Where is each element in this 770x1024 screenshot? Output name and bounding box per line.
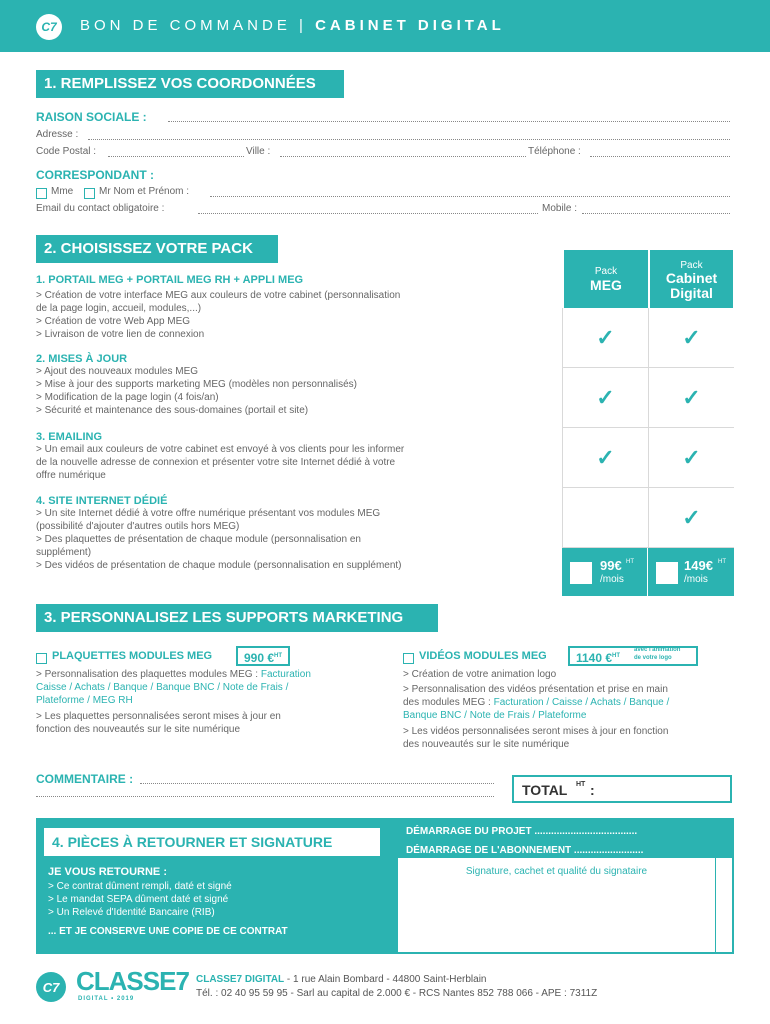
email-field[interactable] (198, 213, 538, 214)
pack-item-2: 2. MISES À JOUR > Ajout des nouveaux modules MEG > Mise à jour des supports marketing MEG (modèles non personnalisés) > Modification de la page login (4 fois/an) > Sécurité et maintenance des sous-domaines (portail et site) (36, 353, 357, 416)
cab-price-cell: 149€ HT /mois (648, 548, 734, 596)
meg-row1-cell (562, 308, 648, 368)
page-title: BON DE COMMANDE | CABINET DIGITAL (80, 17, 505, 34)
commentaire-field[interactable] (140, 783, 494, 784)
footer-logo-text: CLASSE7 (76, 966, 189, 996)
footer-logo-sub: DIGITAL • 2019 (78, 996, 135, 1002)
pack-meg-header: Pack MEG (564, 250, 648, 308)
correspondant-label: CORRESPONDANT : (36, 168, 155, 182)
raison-sociale-field[interactable] (168, 121, 730, 122)
telephone-label: Téléphone : (528, 146, 581, 157)
demarrage-projet[interactable]: DÉMARRAGE DU PROJET ..................................... (406, 826, 638, 837)
plaquettes-description: > Personnalisation des plaquettes modules MEG : Facturation Caisse / Achats / Banque / Banque BNC / Note de Frais / Plateforme / MEG RH > Les plaquettes personnalisées seront mises à jour en fonction des nouveautés sur le site numérique (36, 669, 311, 735)
section4-list: > Ce contrat dûment rempli, daté et signé > Le mandat SEPA dûment daté et signé > Un Relevé d'Identité Bancaire (RIB) (48, 881, 232, 918)
mme-label: Mme (51, 186, 74, 197)
section2-title: 2. CHOISISSEZ VOTRE PACK (36, 235, 278, 263)
meg-row2-cell (562, 368, 648, 428)
section4-title: 4. PIÈCES À RETOURNER ET SIGNATURE (44, 828, 380, 856)
videos-note: avec l'animation de votre logo (634, 647, 681, 661)
demarrage-abonnement[interactable]: DÉMARRAGE DE L'ABONNEMENT ......................... (406, 845, 644, 856)
mme-checkbox[interactable] (36, 185, 47, 203)
pack-item-3: 3. EMAILING > Un email aux couleurs de votre cabinet est envoyé à vos clients pour les informer de la nouvelle adresse de connexion et présenter votre site Internet dédié à votre offre numérique (36, 431, 405, 481)
raison-sociale-label: RAISON SOCIALE : (36, 110, 147, 124)
videos-checkbox[interactable] (403, 650, 414, 668)
plaquettes-checkbox[interactable] (36, 650, 47, 668)
nom-prenom-field[interactable] (210, 196, 730, 197)
commentaire-label: COMMENTAIRE : (36, 772, 134, 786)
mr-checkbox[interactable] (84, 185, 95, 203)
commentaire-field-2[interactable] (36, 796, 494, 797)
section3-title: 3. PERSONNALISEZ LES SUPPORTS MARKETING (36, 604, 438, 632)
meg-row3-cell (562, 428, 648, 488)
pack-cabinet-header: Pack Cabinet Digital (650, 250, 733, 308)
meg-price-cell: 99€ HT /mois (562, 548, 648, 596)
videos-price: 1140 €$^{HT}$ (568, 646, 698, 666)
pack-item-1: 1. PORTAIL MEG + PORTAIL MEG RH + APPLI MEG > Création de votre interface MEG aux couleurs de votre cabinet (personnalisation de la page login, accueil, modules,...) > Création de votre Web App MEG > Livraison de votre lien de connexion (36, 274, 401, 340)
cab-row1-cell (648, 308, 734, 368)
check-icon: ✓ (682, 444, 701, 470)
videos-description: > Création de votre animation logo > Personnalisation des vidéos présentation et prise en main des modules MEG : Facturation / Caisse / Achats / Banque / Banque BNC / Note de Frais / Plateforme > Les vidéos personnalisées seront mises à jour en fonction des nouveautés sur le site numérique (403, 669, 670, 750)
ville-field[interactable] (280, 156, 526, 157)
c7-logo-icon: C7 (36, 14, 62, 40)
meg-select-checkbox[interactable] (570, 562, 592, 584)
cab-select-checkbox[interactable] (656, 562, 678, 584)
code-postal-field[interactable] (108, 156, 244, 157)
check-icon: ✓ (682, 324, 701, 350)
code-postal-label: Code Postal : (36, 146, 97, 157)
cab-row4-cell (648, 488, 734, 548)
check-icon: ✓ (682, 384, 701, 410)
mobile-label: Mobile : (542, 203, 578, 214)
mr-label: Mr Nom et Prénom : (99, 186, 190, 197)
adresse-field[interactable] (88, 139, 730, 140)
pack-item-4: 4. SITE INTERNET DÉDIÉ > Un site Internet dédié à votre offre numérique présentant vos modules MEG (possibilité d'ajouter d'autres outils hors MEG) > Des plaquettes de présentation de chaque module (personnalisation en supplément) > Des vidéos de présentation de chaque module (personnalisation en supplément) (36, 495, 402, 571)
email-label: Email du contact obligatoire : (36, 203, 165, 214)
cab-row2-cell (648, 368, 734, 428)
classe7-logo-icon: C7 (36, 972, 66, 1002)
check-icon: ✓ (596, 444, 615, 470)
plaquettes-price: 990 €$^{HT}$ (236, 646, 290, 666)
meg-row4-cell (562, 488, 648, 548)
meg-price: 99€ (600, 558, 622, 573)
conserve-copie: ... ET JE CONSERVE UNE COPIE DE CE CONTRAT (48, 926, 288, 937)
mobile-field[interactable] (582, 213, 730, 214)
je-retourne-label: JE VOUS RETOURNE : (48, 866, 167, 878)
footer-address: CLASSE7 DIGITAL - 1 rue Alain Bombard - 44800 Saint-Herblain (196, 974, 487, 985)
check-icon: ✓ (596, 384, 615, 410)
cab-price: 149€ (684, 558, 713, 573)
signature-area[interactable]: Signature, cachet et qualité du signataire (398, 858, 716, 952)
cab-row3-cell (648, 428, 734, 488)
check-icon: ✓ (682, 504, 701, 530)
videos-label: VIDÉOS MODULES MEG (419, 650, 547, 662)
footer-legal: Tél. : 02 40 95 59 95 - Sarl au capital de 2.000 € - RCS Nantes 852 788 066 - APE : 7311Z (196, 988, 598, 999)
check-icon: ✓ (596, 324, 615, 350)
ville-label: Ville : (246, 146, 271, 157)
telephone-field[interactable] (590, 156, 730, 157)
section1-title: 1. REMPLISSEZ VOS COORDONNÉES (36, 70, 344, 98)
plaquettes-label: PLAQUETTES MODULES MEG (52, 650, 213, 662)
total-box[interactable]: TOTAL HT : (512, 775, 732, 803)
adresse-label: Adresse : (36, 129, 79, 140)
